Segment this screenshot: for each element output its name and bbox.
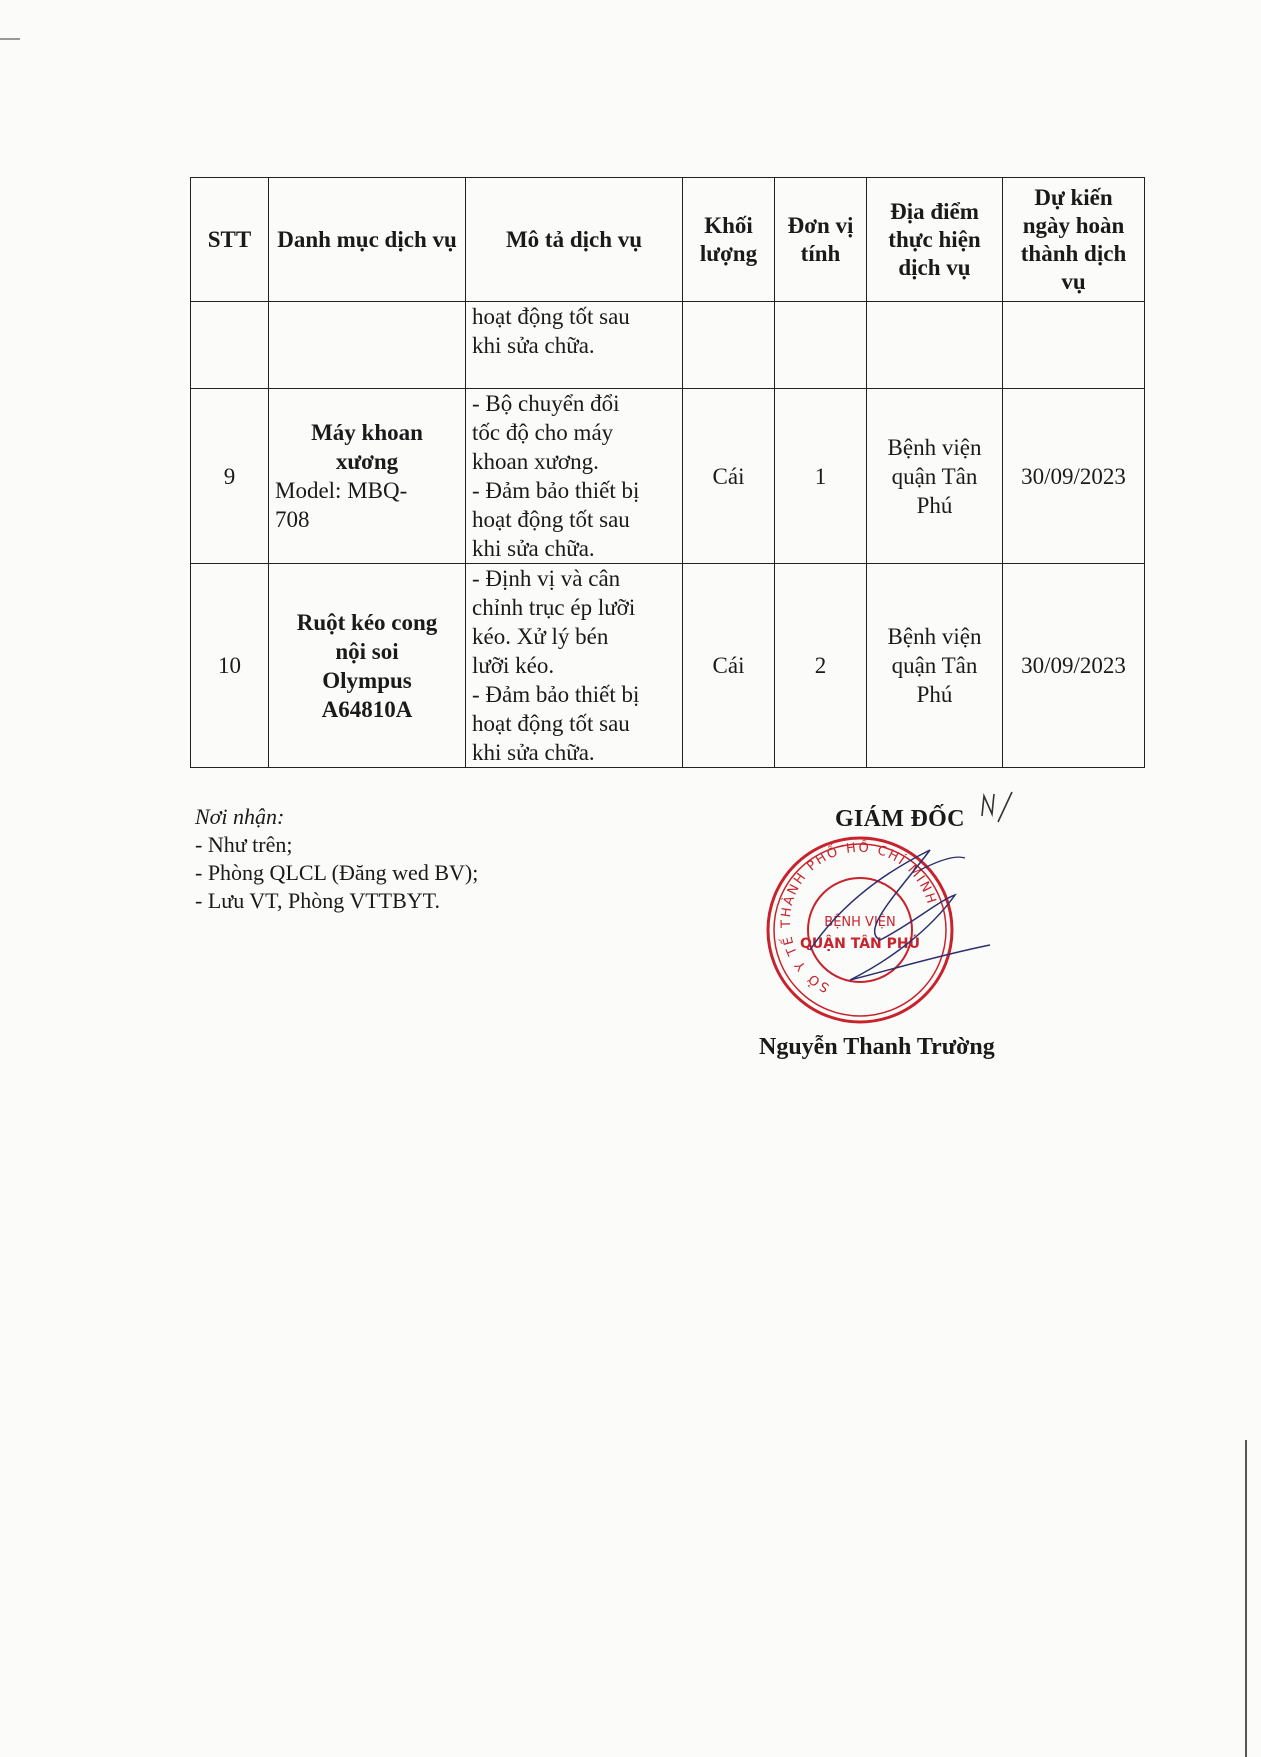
- cell-description: [466, 389, 683, 564]
- signature-title: GIÁM ĐỐC: [835, 806, 965, 832]
- cell-stt: [191, 302, 269, 389]
- category-name-line: A64810A: [321, 696, 413, 722]
- description-line: hoạt động tốt sau: [472, 507, 630, 532]
- cell-description: [466, 564, 683, 768]
- cell-location: [867, 389, 1003, 564]
- table-row: [191, 389, 1145, 564]
- cell-stt: 9: [191, 389, 269, 564]
- scan-edge-mark: [0, 38, 20, 40]
- cell-location: [867, 564, 1003, 768]
- location-line: quận Tân: [891, 653, 978, 678]
- description-line: khi sửa chữa.: [472, 740, 595, 765]
- cell-location: [867, 302, 1003, 389]
- description-line: - Bộ chuyển đổi: [472, 391, 620, 416]
- header-location: Địa điểm thực hiện dịch vụ: [867, 178, 1003, 302]
- header-category: Danh mục dịch vụ: [269, 178, 466, 302]
- table-row-continuation: [191, 302, 1145, 389]
- description-line: khoan xương.: [472, 449, 599, 474]
- cell-category: [269, 302, 466, 389]
- location-line: Phú: [916, 682, 953, 707]
- description-line: - Đảm bảo thiết bị: [472, 478, 640, 503]
- recipient-item: - Như trên;: [195, 832, 293, 857]
- category-model-line: 708: [275, 507, 310, 532]
- header-stt: STT: [191, 178, 269, 302]
- cell-category: [269, 564, 466, 768]
- recipient-item: - Lưu VT, Phòng VTTBYT.: [195, 888, 440, 913]
- description-line: - Định vị và cân: [472, 566, 621, 591]
- recipients-title: Nơi nhận:: [195, 804, 285, 829]
- cell-stt: 10: [191, 564, 269, 768]
- description-line: khi sửa chữa.: [472, 536, 595, 561]
- description-line: tốc độ cho máy: [472, 420, 614, 445]
- cell-unit: Cái: [683, 564, 775, 768]
- recipient-item: - Phòng QLCL (Đăng wed BV);: [195, 860, 479, 885]
- header-quantity: Khối lượng: [683, 178, 775, 302]
- cell-date: 30/09/2023: [1003, 564, 1145, 768]
- cell-date: [1003, 302, 1145, 389]
- description-line: lưỡi kéo.: [472, 653, 555, 678]
- description-line: hoạt động tốt sau: [472, 304, 630, 329]
- recipients-block: [195, 803, 478, 915]
- description-line: - Đảm bảo thiết bị: [472, 682, 640, 707]
- service-table: [190, 177, 1145, 768]
- stamp-inner-line: BỆNH VIỆN: [824, 915, 896, 930]
- stamp-outer-text: SỞ Y TẾ THÀNH PHỐ HỒ CHÍ MINH: [778, 840, 939, 995]
- location-line: Bệnh viện: [887, 434, 982, 460]
- header-description: Mô tả dịch vụ: [466, 178, 683, 302]
- table-row: [191, 564, 1145, 768]
- cell-category: [269, 389, 466, 564]
- location-line: quận Tân: [891, 463, 978, 489]
- cell-quantity: 1: [775, 389, 867, 564]
- description-line: chỉnh trục ép lưỡi: [472, 595, 636, 620]
- cell-quantity: [775, 302, 867, 389]
- description-line: kéo. Xử lý bén: [472, 624, 609, 649]
- header-completion: Dự kiến ngày hoàn thành dịch vụ: [1003, 178, 1145, 302]
- location-line: Bệnh viện: [887, 624, 982, 649]
- category-name-line: Olympus: [322, 667, 412, 693]
- category-name-line: Máy khoan: [311, 420, 423, 445]
- stamp-inner-line: QUẬN TÂN PHÚ: [800, 936, 920, 952]
- description-line: khi sửa chữa.: [472, 333, 595, 358]
- table-header-row: [191, 178, 1145, 302]
- header-unit: Đơn vị tính: [775, 178, 867, 302]
- cell-unit: Cái: [683, 389, 775, 564]
- signer-name: Nguyễn Thanh Trường: [759, 1034, 995, 1060]
- description-line: hoạt động tốt sau: [472, 711, 630, 736]
- cell-description: [466, 302, 683, 389]
- cell-unit: [683, 302, 775, 389]
- cell-date: 30/09/2023: [1003, 389, 1145, 564]
- initials-mark: [978, 788, 1018, 828]
- category-name-line: Ruột kéo cong: [296, 609, 438, 635]
- category-name-line: xương: [335, 449, 399, 474]
- location-line: Phú: [916, 492, 953, 518]
- hospital-stamp-seal: [740, 830, 1000, 1030]
- category-name-line: nội soi: [335, 638, 399, 664]
- cell-quantity: 2: [775, 564, 867, 768]
- category-model-line: Model: MBQ-: [275, 478, 408, 503]
- scan-edge-line: [1245, 1440, 1247, 1757]
